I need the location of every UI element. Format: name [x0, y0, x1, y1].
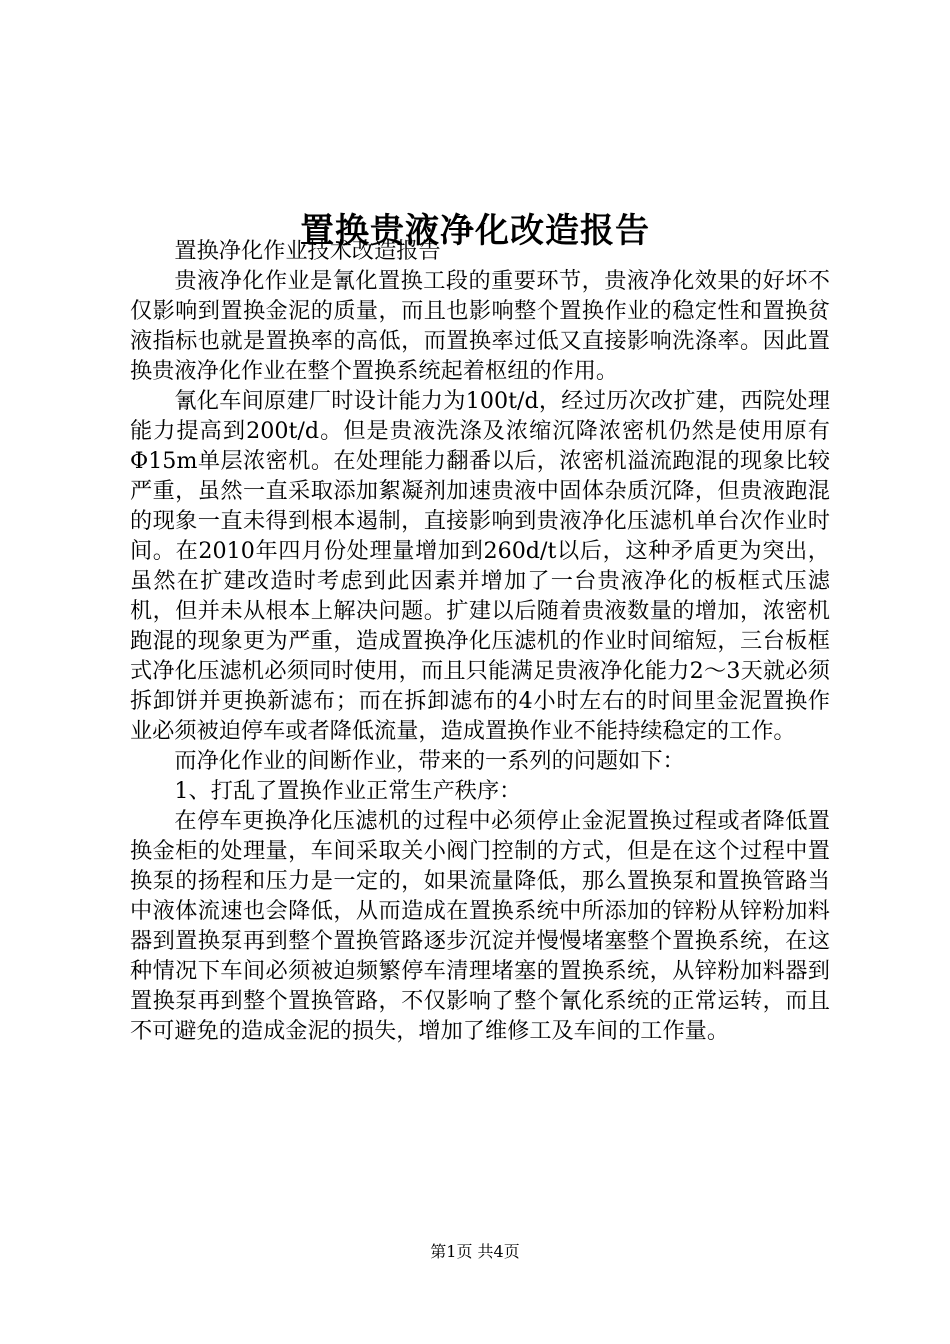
document-title: 置换贵液净化改造报告 [300, 210, 650, 251]
paragraph-intro: 贵液净化作业是氰化置换工段的重要环节，贵液净化效果的好坏不仅影响到置换金泥的质量，而且也影响整个置换作业的稳定性和置换贫液指标也就是置换率的高低，而置换率过低又直接影响洗涤率。因此置换贵液净化作业在整个置换系统起着枢纽的作用。 [130, 268, 830, 384]
document-body [130, 236, 830, 1046]
paragraph-item-1-body: 在停车更换净化压滤机的过程中必须停止金泥置换过程或者降低置换金柜的处理量，车间采取关小阀门控制的方式，但是在这个过程中置换泵的扬程和压力是一定的，如果流量降低，那么置换泵和置换管路当中液体流速也会降低，从而造成在置换系统中所添加的锌粉从锌粉加料器到置换泵再到整个置换管路逐步沉淀并慢慢堵塞整个置换系统，在这种情况下车间必须被迫频繁停车清理堵塞的置换系统，从锌粉加料器到置换泵再到整个置换管路，不仅影响了整个氰化系统的正常运转，而且不可避免的造成金泥的损失，增加了维修工及车间的工作量。 [130, 808, 830, 1044]
page-number-footer: 第1页 共4页 [430, 1242, 520, 1261]
paragraph-problems-lead: 而净化作业的间断作业，带来的一系列的问题如下： [174, 748, 685, 774]
paragraph-subtitle: 置换净化作业技术改造报告 [174, 238, 441, 264]
paragraph-item-1-heading: 1、打乱了置换作业正常生产秩序： [174, 778, 522, 804]
paragraph-background: 氰化车间原建厂时设计能力为100t/d，经过历次改扩建，西院处理能力提高到200t/d。但是贵液洗涤及浓缩沉降浓密机仍然是使用原有Φ15m单层浓密机。在处理能力翻番以后，浓密机溢流跑混的现象比较严重，虽然一直采取添加絮凝剂加速贵液中固体杂质沉降，但贵液跑混的现象一直未得到根本遏制，直接影响到贵液净化压滤机单台次作业时间。在2010年四月份处理量增加到260d/t以后，这种矛盾更为突出，虽然在扩建改造时考虑到此因素并增加了一台贵液净化的板框式压滤机，但并未从根本上解决问题。扩建以后随着贵液数量的增加，浓密机跑混的现象更为严重，造成置换净化压滤机的作业时间缩短，三台板框式净化压滤机必须同时使用，而且只能满足贵液净化能力2～3天就必须拆卸饼并更换新滤布；而在拆卸滤布的4小时左右的时间里金泥置换作业必须被迫停车或者降低流量，造成置换作业不能持续稳定的工作。 [130, 388, 830, 744]
